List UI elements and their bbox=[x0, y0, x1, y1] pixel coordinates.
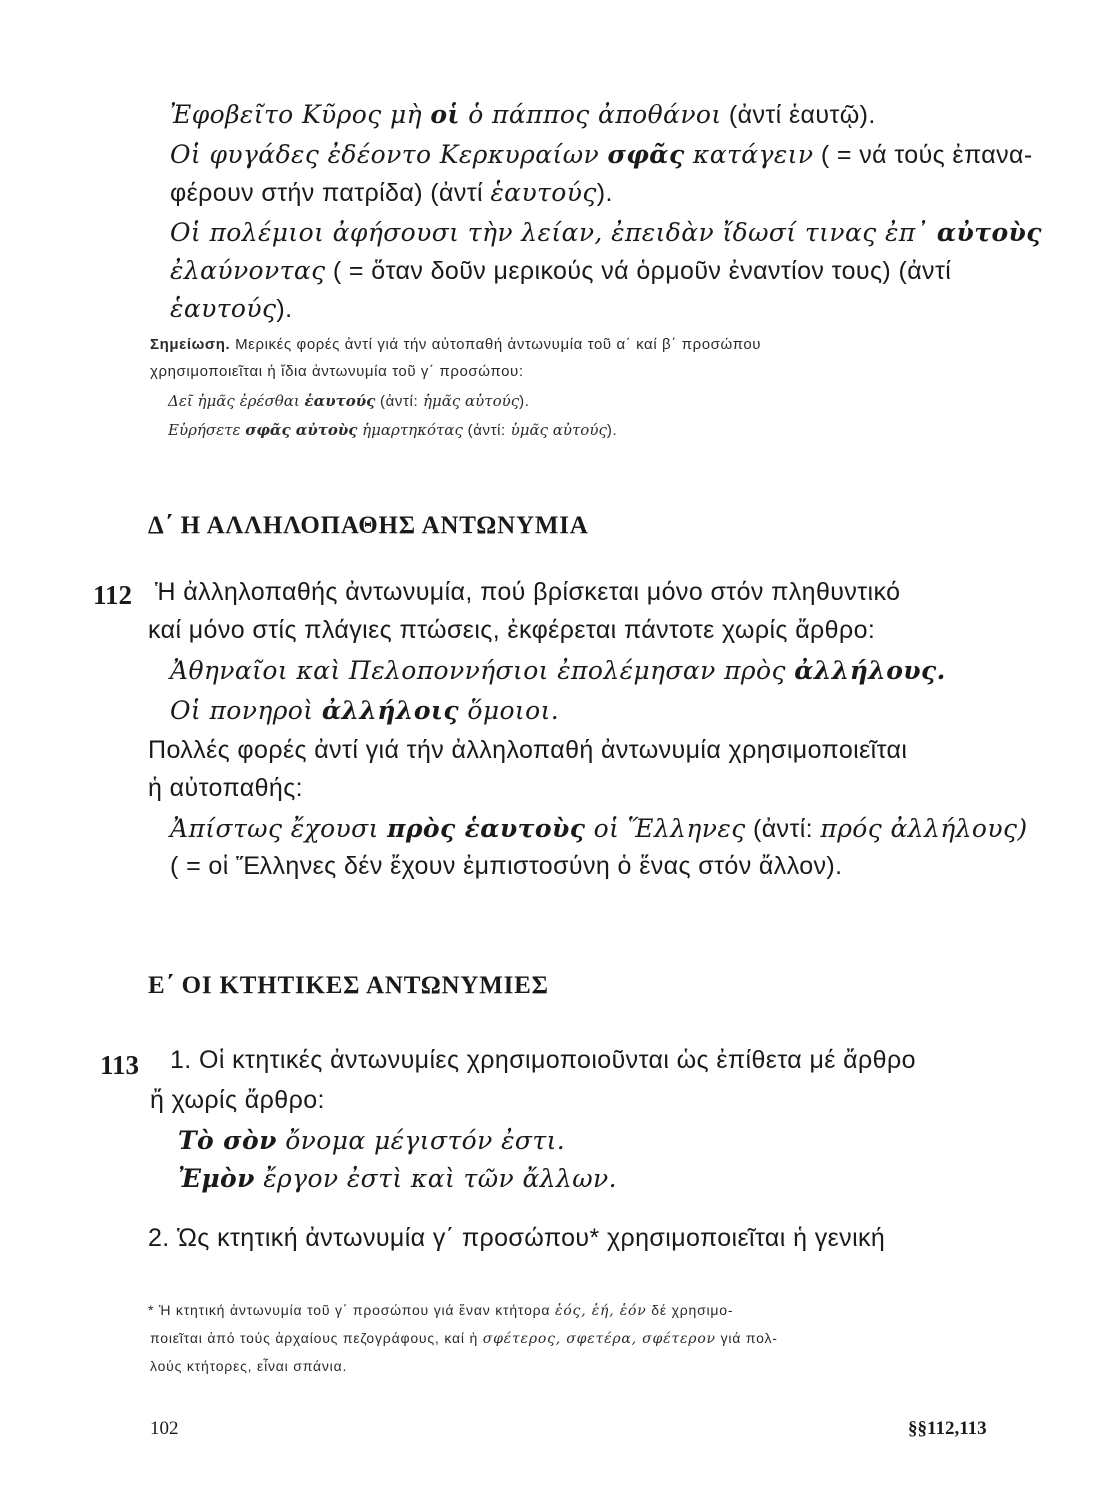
example-bold: οἱ bbox=[430, 100, 460, 129]
example-text: ἔργον ἐστὶ καὶ τῶν ἄλλων. bbox=[254, 1164, 618, 1193]
paragraph-line: ἤ χωρίς ἄρθρο: bbox=[150, 1086, 325, 1114]
note-label: Σημείωση. bbox=[150, 336, 231, 353]
note-text: χρησιμοποιεῖται ἡ ἴδια ἀντωνυμία τοῦ γ΄ προσώπου: bbox=[150, 363, 524, 380]
section-number: 113 bbox=[100, 1050, 140, 1080]
example-line bbox=[178, 1164, 617, 1194]
example-line bbox=[170, 100, 876, 130]
footnote-italic: σφέτερος, σφετέρα, σφέτερον bbox=[482, 1331, 716, 1347]
gloss-text: ). bbox=[519, 393, 530, 410]
example-text: πρός ἀλλήλους) bbox=[820, 814, 1028, 843]
example-text: ὅμοιοι. bbox=[459, 696, 560, 725]
gloss-text: ( = νά τούς ἐπανα- bbox=[813, 141, 1033, 169]
example-text: Ἀπίστως ἔχουσι bbox=[170, 814, 388, 843]
example-text: ἡμᾶς αὐτούς bbox=[422, 392, 520, 410]
example-bold: Ἐμὸν bbox=[178, 1164, 255, 1193]
example-line bbox=[170, 294, 292, 324]
example-text: κατάγειν bbox=[684, 140, 814, 169]
example-text: Εὑρήσετε bbox=[168, 421, 246, 439]
example-line bbox=[170, 256, 951, 286]
section-heading: Ε΄ ΟΙ ΚΤΗΤΙΚΕΣ ΑΝΤΩΝΥΜΙΕΣ bbox=[148, 972, 549, 999]
example-bold: ἀλλήλους. bbox=[794, 656, 946, 685]
example-bold: σφᾶς αὐτοὺς bbox=[245, 421, 358, 439]
example-bold: Τὸ σὸν bbox=[178, 1126, 277, 1155]
example-bold: πρὸς ἑαυτοὺς bbox=[387, 814, 586, 843]
paragraph-line: 2. Ὡς κτητική ἀντωνυμία γ΄ προσώπου* χρησιμοποιεῖται ἡ γενική bbox=[148, 1224, 886, 1252]
example-text: Οἱ φυγάδες ἐδέοντο Κερκυραίων bbox=[170, 140, 608, 169]
gloss-text: ). bbox=[606, 422, 618, 439]
example-line bbox=[170, 696, 559, 726]
page-number: 102 bbox=[150, 1418, 179, 1439]
text-line bbox=[170, 178, 613, 208]
section-number: 112 bbox=[93, 580, 133, 610]
footnote-line bbox=[148, 1302, 733, 1319]
example-text: ἐλαύνοντας bbox=[170, 256, 326, 285]
example-text: οἱ Ἕλληνες bbox=[585, 814, 746, 843]
footnote-line: λούς κτήτορες, εἶναι σπάνια. bbox=[150, 1358, 348, 1374]
gloss-text: (ἀντί: bbox=[745, 815, 821, 843]
footnote-text: γιά πολ- bbox=[715, 1330, 778, 1346]
footnote-line bbox=[150, 1330, 778, 1347]
gloss-text: (ἀντί: bbox=[462, 422, 511, 439]
paragraph-line: Πολλές φορές ἀντί γιά τήν ἀλληλοπαθή ἀντωνυμία χρησιμοποιεῖται bbox=[148, 736, 908, 764]
example-text: ὑμᾶς αὐτούς bbox=[510, 421, 607, 439]
paragraph-line: Ἡ ἀλληλοπαθής ἀντωνυμία, πού βρίσκεται μόνο στόν πληθυντικό bbox=[155, 578, 901, 606]
example-text: ὄνομα μέγιστόν ἐστι. bbox=[276, 1126, 566, 1155]
section-reference: §§112,113 bbox=[908, 1418, 987, 1439]
example-line bbox=[178, 1126, 565, 1156]
example-line bbox=[170, 218, 1042, 248]
gloss-text: (ἀντί: bbox=[375, 393, 423, 410]
example-text: Ἐφοβεῖτο Κῦρος μὴ bbox=[170, 100, 431, 129]
paragraph-line: 1. Οἱ κτητικές ἀντωνυμίες χρησιμοποιοῦνται ὡς ἐπίθετα μέ ἄρθρο bbox=[170, 1046, 916, 1074]
section-heading: Δ΄ Η ΑΛΛΗΛΟΠΑΘΗΣ ΑΝΤΩΝΥΜΙΑ bbox=[148, 512, 589, 539]
example-text: Οἱ πολέμιοι ἀφήσουσι τὴν λείαν, ἐπειδὰν ἴδωσί τινας ἐπ᾽ bbox=[170, 218, 937, 247]
example-bold: ἀλλήλοις bbox=[321, 696, 460, 725]
example-line bbox=[170, 656, 946, 686]
example-text: ὁ πάππος ἀποθάνοι bbox=[459, 100, 722, 129]
example-text: ἑαυτούς bbox=[170, 294, 277, 323]
note-line bbox=[150, 336, 761, 353]
gloss-text: ). bbox=[596, 179, 613, 207]
footnote-text: δέ χρησιμο- bbox=[646, 1302, 734, 1318]
gloss-text: φέρουν στήν πατρίδα) (ἀντί bbox=[170, 179, 491, 207]
gloss-text: ( = ὅταν δοῦν μερικούς νά ὁρμοῦν ἐναντίον τους) (ἀντί bbox=[325, 257, 952, 285]
example-text: Δεῖ ἡμᾶς ἐρέσθαι bbox=[168, 392, 305, 410]
paragraph-line: ἡ αὐτοπαθής: bbox=[148, 774, 303, 802]
note-line bbox=[150, 363, 524, 380]
example-bold: σφᾶς bbox=[607, 140, 685, 169]
note-text: Μερικές φορές ἀντί γιά τήν αὐτοπαθή ἀντωνυμία τοῦ α΄ καί β΄ προσώπου bbox=[230, 336, 762, 353]
footnote-text: * Ἡ κτητική ἀντωνυμία τοῦ γ΄ προσώπου γιά ἕναν κτήτορα bbox=[148, 1302, 556, 1318]
footnote-italic: ἑός, ἑή, ἑόν bbox=[555, 1303, 647, 1319]
note-example bbox=[168, 421, 617, 440]
example-line bbox=[170, 814, 1028, 844]
gloss-text: (ἀντί ἑαυτῷ). bbox=[721, 101, 876, 129]
example-text: ἡμαρτηκότας bbox=[357, 421, 463, 439]
note-example bbox=[168, 392, 530, 411]
example-text: Ἀθηναῖοι καὶ Πελοποννήσιοι ἐπολέμησαν πρὸς bbox=[170, 656, 795, 685]
paragraph-line: ( = οἱ Ἕλληνες δέν ἔχουν ἐμπιστοσύνη ὁ ἕνας στόν ἄλλον). bbox=[170, 852, 843, 880]
example-line bbox=[170, 140, 1033, 170]
example-text: ἑαυτούς bbox=[490, 178, 597, 207]
example-bold: αὐτοὺς bbox=[936, 218, 1042, 247]
example-bold: ἑαυτούς bbox=[304, 392, 376, 410]
gloss-text: ). bbox=[276, 295, 293, 323]
paragraph-line: καί μόνο στίς πλάγιες πτώσεις, ἐκφέρεται πάντοτε χωρίς ἄρθρο: bbox=[148, 616, 876, 644]
footnote-text: ποιεῖται ἀπό τούς ἀρχαίους πεζογράφους, καί ἡ bbox=[150, 1330, 483, 1346]
example-text: Οἱ πονηροὶ bbox=[170, 696, 322, 725]
